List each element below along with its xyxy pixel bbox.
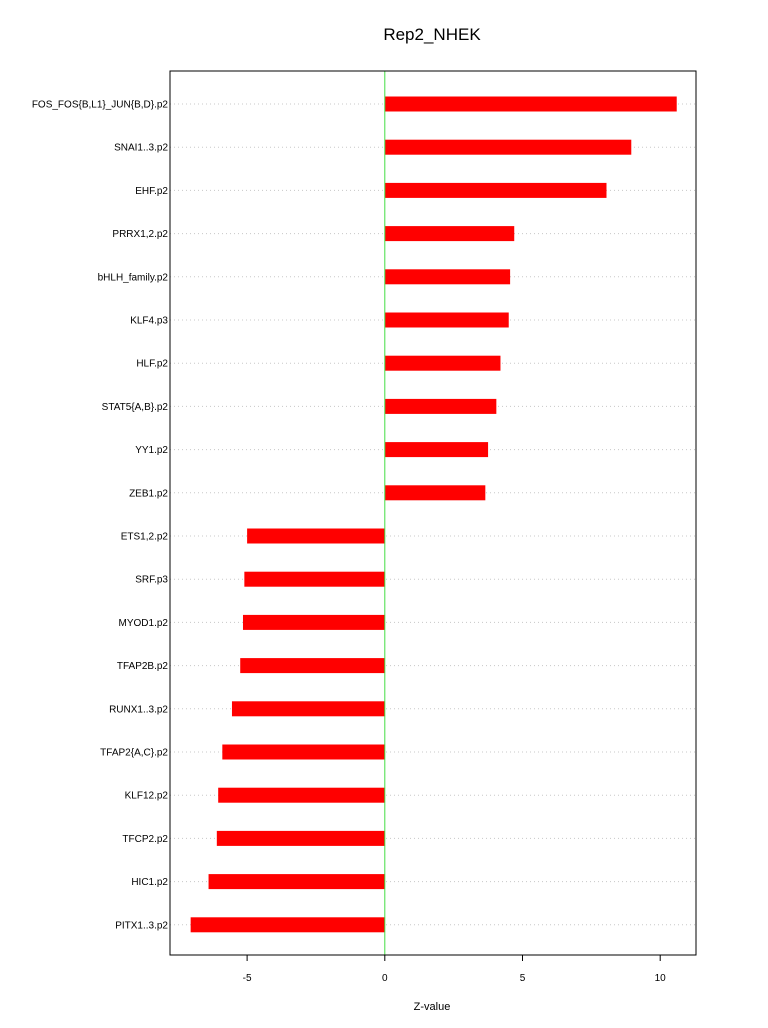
bar <box>240 658 385 673</box>
bar <box>243 615 385 630</box>
x-tick-label: 0 <box>382 973 388 984</box>
bar <box>385 356 501 371</box>
category-label: SRF.p3 <box>135 574 168 586</box>
bar <box>209 874 385 889</box>
bar <box>218 788 385 803</box>
category-label: PITX1..3.p2 <box>115 920 168 932</box>
bar <box>385 313 509 328</box>
bar <box>232 701 385 716</box>
bar <box>385 97 677 112</box>
bar <box>385 140 631 155</box>
bar <box>385 442 488 457</box>
bar <box>222 745 384 760</box>
category-label: TFCP2.p2 <box>122 833 168 845</box>
bar <box>385 399 497 414</box>
category-label: HIC1.p2 <box>131 877 168 889</box>
category-label: TFAP2B.p2 <box>116 661 168 673</box>
x-axis-label: Z-value <box>413 1001 451 1013</box>
plot-frame <box>170 71 696 955</box>
category-label: HLF.p2 <box>136 358 168 370</box>
x-tick-label: 5 <box>519 973 526 984</box>
bar <box>385 485 486 500</box>
bar <box>244 572 384 587</box>
category-label: RUNX1..3.p2 <box>109 704 168 716</box>
category-label: FOS_FOS{B,L1}_JUN{B,D}.p2 <box>31 99 168 111</box>
bar-layer <box>191 97 677 933</box>
category-label: KLF12.p2 <box>124 790 168 802</box>
category-label: bHLH_family.p2 <box>97 272 168 284</box>
bar <box>385 183 607 198</box>
bar <box>247 529 385 544</box>
category-label-layer <box>32 100 169 932</box>
category-label: KLF4.p3 <box>130 315 168 327</box>
bar <box>217 831 385 846</box>
bar <box>191 917 385 932</box>
category-label: STAT5{A,B}.p2 <box>101 401 168 413</box>
x-tick-layer <box>243 955 667 984</box>
category-label: MYOD1.p2 <box>118 617 168 629</box>
x-tick-label: 10 <box>654 973 666 984</box>
bar <box>385 226 514 241</box>
category-label: ETS1,2.p2 <box>120 531 168 543</box>
x-tick-label: -5 <box>242 973 252 984</box>
category-label: EHF.p2 <box>135 185 168 197</box>
bar <box>385 269 510 284</box>
category-label: PRRX1,2.p2 <box>112 229 168 241</box>
category-label: TFAP2{A,C}.p2 <box>100 747 168 759</box>
category-label: YY1.p2 <box>135 445 168 457</box>
category-label: SNAI1..3.p2 <box>114 142 168 154</box>
chart-title: Rep2_NHEK <box>383 25 481 44</box>
category-label: ZEB1.p2 <box>129 488 168 500</box>
